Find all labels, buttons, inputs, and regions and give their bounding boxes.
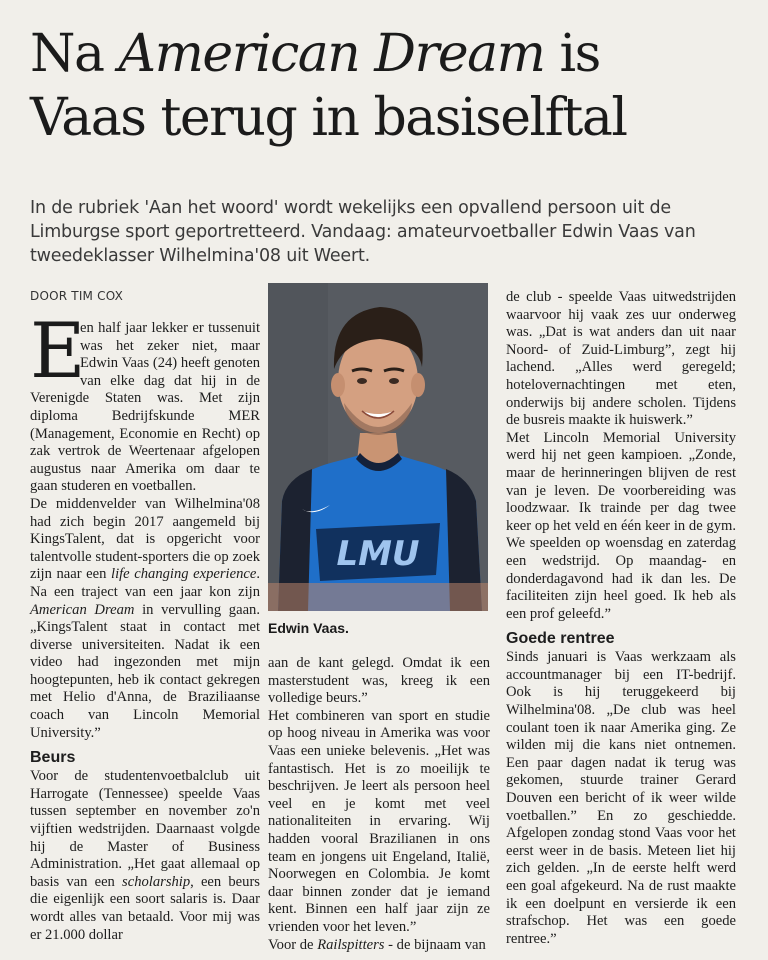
column-2 — [268, 655, 490, 954]
italic-phrase: scholarship — [122, 873, 191, 890]
paragraph: de club - speelde Vaas uitwedstrijden waarvoor hij vaak zes uur onderweg was. „Dat is wat anders dan uit naar Noord- of Zuid-Limburg”, zegt hij lachend. „Alles werd geregeld; hotelovernachtingen met eten, onderwijs bij andere scholen. Tijdens de busreis maakte ik huiswerk.” — [506, 289, 736, 429]
paragraph — [268, 937, 490, 955]
headline-italic: American Dream — [118, 24, 545, 84]
paragraph: aan de kant gelegd. Omdat ik een masterstudent was, kreeg ik een volledige beurs.” — [268, 655, 490, 707]
headline-part3: is — [544, 24, 600, 84]
lmu-logo — [316, 523, 440, 581]
paragraph — [30, 306, 260, 496]
paragraph-text: in vervulling gaan. „KingsTalent staat in contact met diverse universiteiten. Nadat ik een video had ingezonden met mijn hoogtepunten, heb ik contact gekregen met Helio d'Anna, de Braziliaanse coach van Lincoln Memorial University.” — [30, 601, 261, 741]
paragraph-text: en half jaar lekker er tussenuit was het zeker niet, maar Edwin Vaas (24) heeft genoten van elke dag dat hij in de Verenigde Staten was. Met zijn diploma Bedrijfskunde MER (Management, Economie en Recht) op zak vertrok de Weertenaar afgelopen augustus naar Amerika om daar te gaan studeren en voetballen. — [30, 320, 260, 495]
paragraph — [30, 496, 260, 742]
subheading-goede-rentree: Goede rentree — [506, 630, 615, 648]
drop-cap: E — [30, 306, 86, 395]
player-photo — [268, 283, 488, 611]
paragraph-text: Voor de studentenvoetbalclub uit Harrogate (Tennessee) speelde Vaas tussen september en november zo'n vijftien wedstrijden. Daarnaast volgde hij de Master of Business Administration. „Het gaat allemaal op basis van een — [30, 768, 260, 890]
paragraph — [30, 768, 260, 944]
player-photo-illustration — [268, 283, 488, 611]
byline: DOOR TIM COX — [30, 289, 123, 303]
photo-caption: Edwin Vaas. — [268, 620, 349, 636]
paragraph-text: , een beurs die eigenlijk een soort salaris is. Daar wordt alles van betaald. Voor mij was er 21.000 dollar — [30, 873, 260, 943]
svg-text:LMU: LMU — [336, 534, 420, 574]
headline-line2: Vaas terug in basiselftal — [30, 88, 627, 148]
headline-part1: Na — [30, 24, 119, 84]
headline — [30, 22, 750, 150]
column-3 — [506, 289, 736, 948]
paragraph-text: . Na een traject van een jaar kon zijn — [30, 566, 260, 600]
italic-phrase: Railspitters — [317, 936, 385, 953]
paragraph-text: - de bijnaam van — [384, 936, 486, 953]
paragraph-text: De middenvelder van Wilhelmina'08 had zich begin 2017 aangemeld bij KingsTalent, dat is opgericht voor talentvolle student-sporters die op zoek zijn naar een — [30, 495, 260, 583]
intro-lead: In de rubriek 'Aan het woord' wordt wekelijks een opvallend persoon uit de Limburgse sport geportretteerd. Vandaag: amateurvoetballer Edwin Vaas van tweedeklasser Wilhelmina'08 uit Weert. — [30, 198, 696, 266]
paragraph-text: Voor de — [268, 936, 318, 953]
paragraph: Het combineren van sport en studie op hoog niveau in Amerika was voor Vaas een unieke belevenis. „Het was fantastisch. Het is zo moeilijk te beschrijven. Je leert als persoon heel veel en je komt met veel nationaliteiten in ervaring. Wij hadden vooral Brazilianen in ons team en jongens uit Engeland, Italië, Noorwegen en Colombia. Je komt daar binnen zonder dat je iemand kent. Binnen een half jaar zijn ze vrienden voor het leven.” — [268, 707, 490, 935]
column-1 — [30, 306, 261, 944]
italic-phrase: American Dream — [30, 601, 135, 618]
paragraph: Met Lincoln Memorial University werd hij net geen kampioen. „Zonde, maar de herinneringen blijven de rest van je leven. De voorbereiding was loodzwaar. Ik trainde per dag twee keer op het veld en één keer in de gym. We speelden op woensdag en zaterdag een wedstrijd. Op maandag- en donderdagavond had ik dan les. De faciliteiten zijn heel goed. Ik heb als een prof geleefd.” — [506, 429, 736, 622]
subheading-beurs: Beurs — [30, 749, 76, 767]
paragraph: Sinds januari is Vaas werkzaam als accountmanager bij een IT-bedrijf. Ook is hij teruggekeerd bij Wilhelmina'08. „De club was heel coulant toen ik naar Amerika ging. Ze wilden mij die kans niet ontnemen. Een paar dagen nadat ik terug was gekomen, stuurde trainer Gerard Douven een bericht of ik weer wilde voetballen.” En zo geschiedde. Afgelopen zondag stond Vaas voor het eerst weer in de basis. Meteen liet hij zich gelden. „In de eerste helft werd een goal afgekeurd. Na de rust maakte ik een doelpunt en versierde ik een strafschop. Het was een goede rentree.” — [506, 649, 736, 947]
italic-phrase: life changing experience — [111, 566, 257, 583]
